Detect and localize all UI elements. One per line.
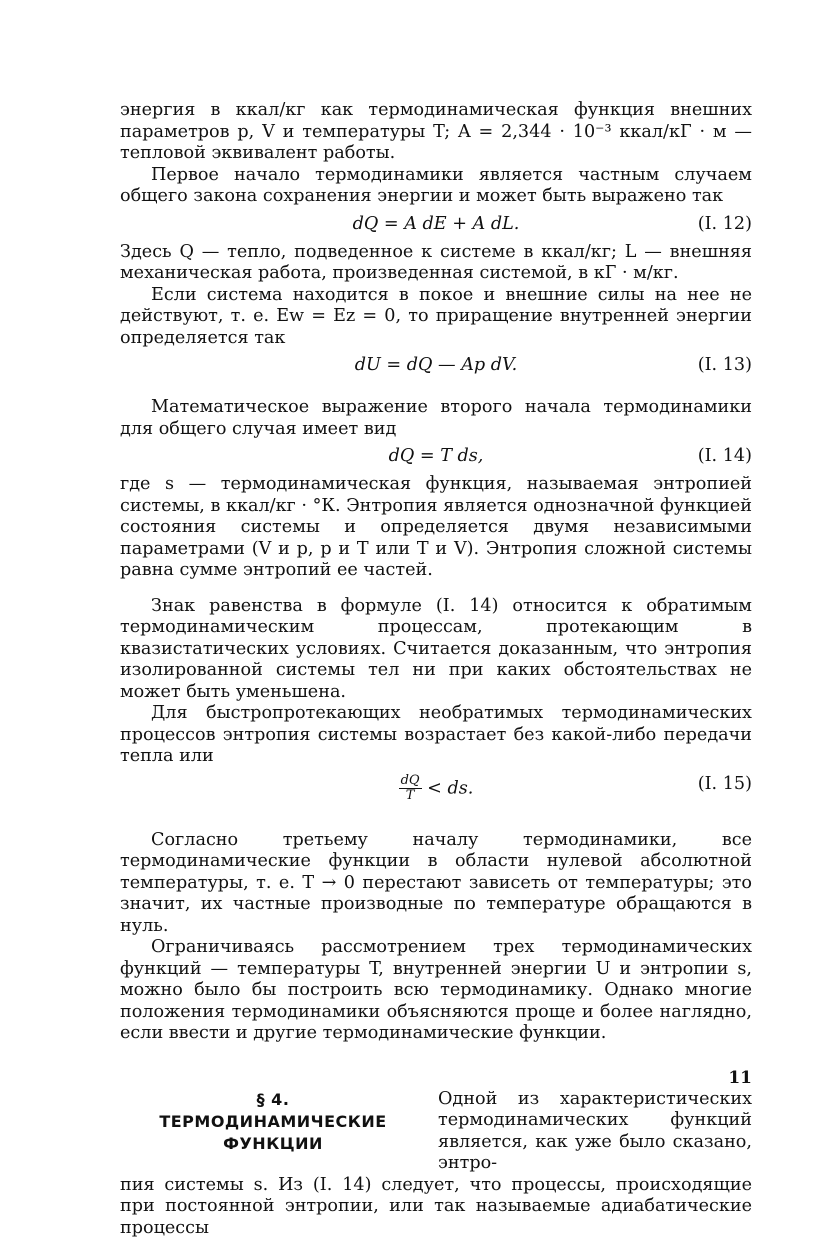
paragraph-4: Если система находится в покое и внешние силы на нее не действуют, т. е. Ew = Ez = 0, то приращение внутренней энергии определяется так bbox=[120, 285, 752, 350]
equation-i15 bbox=[120, 768, 752, 816]
paragraph-1: энергия в ккал/кг как термодинамическая функция внешних параметров p, V и температуры T; A = 2,344 · 10⁻³ ккал/кГ · м — тепловой эквивалент работы. bbox=[120, 100, 752, 165]
section-4 bbox=[120, 1089, 752, 1239]
paragraph-6: где s — термодинамическая функция, называемая энтропией системы, в ккал/кг · °К. Энтропия является однозначной функцией состояния системы и определяется двумя независимыми параметрами (V и p, p и T или T и V). Энтропия сложной системы равна сумме энтропий ее частей. bbox=[120, 474, 752, 582]
paragraph-5: Математическое выражение второго начала термодинамики для общего случая имеет вид bbox=[120, 397, 752, 440]
equation-i12-number: (I. 12) bbox=[698, 214, 752, 234]
paragraph-10: Ограничиваясь рассмотрением трех термодинамических функций — температуры T, внутренней энергии U и энтропии s, можно было бы построить всю термодинамику. Однако многие положения термодинамики объясняются проще и более наглядно, если ввести и другие термодинамические функции. bbox=[120, 937, 752, 1045]
equation-i13-number: (I. 13) bbox=[698, 355, 752, 375]
equation-i14 bbox=[120, 440, 752, 474]
section-heading bbox=[148, 1089, 398, 1155]
equation-i13 bbox=[120, 349, 752, 383]
paragraph-3: Здесь Q — тепло, подведенное к системе в ккал/кг; L — внешняя механическая работа, произведенная системой, в кГ · м/кг. bbox=[120, 242, 752, 285]
paragraph-9: Согласно третьему началу термодинамики, все термодинамические функции в области нулевой абсолютной температуры, т. е. T → 0 перестают зависеть от температуры; это значит, их частные производные по температуре обращаются в нуль. bbox=[120, 830, 752, 938]
equation-i15-rest: < ds. bbox=[427, 778, 473, 798]
equation-i15-fraction bbox=[399, 774, 422, 803]
equation-i12-formula: dQ = A dE + A dL. bbox=[120, 214, 752, 234]
paragraph-2: Первое начало термодинамики является частным случаем общего закона сохранения энергии и может быть выражено так bbox=[120, 165, 752, 208]
page-number: 11 bbox=[728, 1068, 752, 1088]
section-intro: Одной из характеристических термодинамических функций является, как уже было сказано, энтро- bbox=[438, 1089, 752, 1175]
equation-i13-formula: dU = dQ — Ap dV. bbox=[120, 355, 752, 375]
section-heading-line-1: § 4. ТЕРМОДИНАМИЧЕСКИЕ bbox=[148, 1089, 398, 1133]
equation-i14-number: (I. 14) bbox=[698, 446, 752, 466]
fraction-denominator: T bbox=[406, 789, 415, 803]
section-continuation: пия системы s. Из (I. 14) следует, что процессы, происходящие при постоянной энтропии, или так называемые адиабатические процессы bbox=[120, 1175, 752, 1239]
page-body bbox=[120, 100, 752, 1239]
equation-i15-number: (I. 15) bbox=[698, 774, 752, 794]
equation-i12 bbox=[120, 208, 752, 242]
equation-i15-formula bbox=[120, 774, 752, 803]
equation-i14-formula: dQ = T ds, bbox=[120, 446, 752, 466]
paragraph-8: Для быстропротекающих необратимых термодинамических процессов энтропия системы возрастает без какой-либо передачи тепла или bbox=[120, 703, 752, 768]
section-heading-line-2: ФУНКЦИИ bbox=[148, 1133, 398, 1155]
paragraph-7: Знак равенства в формуле (I. 14) относится к обратимым термодинамическим процессам, протекающим в квазистатических условиях. Считается доказанным, что энтропия изолированной системы тел ни при каких обстоятельствах не может быть уменьшена. bbox=[120, 596, 752, 704]
fraction-numerator: dQ bbox=[399, 774, 422, 789]
